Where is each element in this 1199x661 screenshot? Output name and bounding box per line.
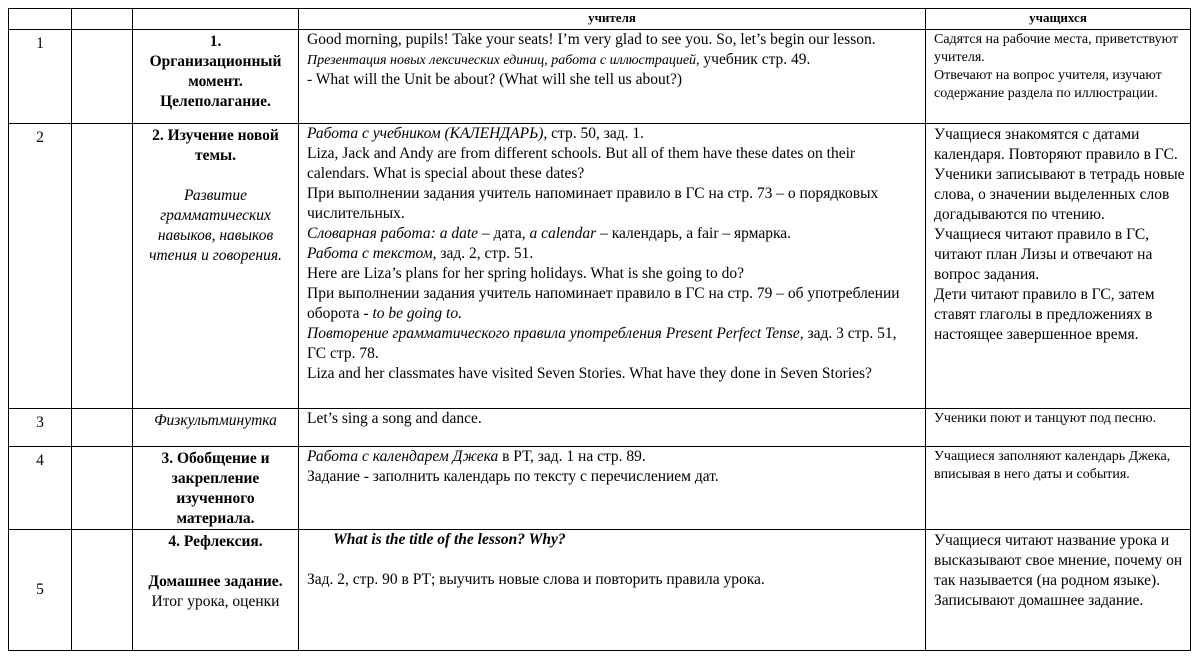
stage-cell: [133, 30, 299, 124]
teacher-text: Let’s sing a song and dance.: [307, 410, 482, 427]
students-text: Учащиеся читают правило в ГС, читают план Лизы и отвечают на вопрос задания.: [934, 226, 1153, 283]
students-text: Учащиеся читают название урока и высказывают свое мнение, почему он так называется (на родном языке).: [934, 532, 1183, 589]
teacher-text: - What will the Unit be about? (What will she tell us about?): [307, 71, 683, 88]
teacher-text-italic: to be going to.: [372, 305, 462, 322]
teacher-text: Liza, Jack and Andy are from different schools. But all of them have these dates on their calendars. What is special about these dates?: [307, 145, 856, 182]
teacher-text-italic: Повторение грамматического правила употребления Present Perfect Tense,: [307, 325, 804, 342]
teacher-text: стр. 50, зад. 1.: [547, 125, 644, 142]
row-number: 5: [9, 530, 72, 651]
table-row: [9, 30, 1191, 124]
teacher-text-italic: Работа с календарем Джека: [307, 448, 499, 465]
header-row: [9, 9, 1191, 30]
empty-cell: [72, 30, 133, 124]
students-text: Отвечают на вопрос учителя, изучают содержание раздела по иллюстрации.: [934, 68, 1162, 101]
stage-line: Организационный: [149, 53, 282, 70]
students-cell: [926, 447, 1191, 530]
header-teacher: учителя: [299, 9, 926, 30]
students-cell: [926, 530, 1191, 651]
teacher-text: Here are Liza’s plans for her spring holidays. What is she going to do?: [307, 265, 745, 282]
teacher-text: При выполнении задания учитель напоминает правило в ГС на стр. 79 – об употреблении оборота -: [307, 285, 900, 322]
stage-title: 4. Рефлексия.: [168, 533, 263, 550]
teacher-cell: [299, 447, 926, 530]
header-blank: [72, 9, 133, 30]
stage-cell: [133, 124, 299, 409]
students-text: Садятся на рабочие места, приветствуют учителя.: [934, 32, 1178, 65]
teacher-question: What is the title of the lesson? Why?: [333, 531, 566, 548]
row-number: 1: [9, 30, 72, 124]
teacher-text: в РТ, зад. 1 на стр. 89.: [498, 448, 646, 465]
teacher-text-italic: Словарная работа: a date: [307, 225, 478, 242]
stage-title: Физкультминутка: [154, 412, 277, 429]
table-row: [9, 409, 1191, 447]
stage-cell: [133, 409, 299, 447]
empty-cell: [72, 409, 133, 447]
teacher-text: При выполнении задания учитель напоминает правило в ГС на стр. 73 – о порядковых числительных.: [307, 185, 879, 222]
teacher-text-italic: a calendar: [529, 225, 597, 242]
table-row: [9, 530, 1191, 651]
stage-cell: [133, 447, 299, 530]
teacher-text: зад. 3 стр. 51, ГС стр. 78.: [307, 325, 897, 362]
teacher-cell: [299, 30, 926, 124]
teacher-cell: [299, 409, 926, 447]
students-text: Учащиеся заполняют календарь Джека, вписывая в него даты и события.: [934, 449, 1171, 482]
students-text: Учащиеся знакомятся с датами календаря. Повторяют правило в ГС.: [934, 126, 1178, 163]
stage-title: 3. Обобщение и закрепление изученного материала.: [161, 450, 270, 527]
students-text: Записывают домашнее задание.: [934, 592, 1144, 609]
students-text: Ученики поют и танцуют под песню.: [934, 411, 1157, 426]
stage-subtitle: Домашнее задание.: [148, 573, 283, 590]
stage-line: Целеполагание.: [160, 93, 271, 110]
row-number: 4: [9, 447, 72, 530]
stage-line: 1.: [209, 33, 222, 50]
teacher-text: Good morning, pupils! Take your seats! I’m very glad to see you. So, let’s begin our lesson.: [307, 31, 876, 48]
row-number: 2: [9, 124, 72, 409]
students-cell: [926, 409, 1191, 447]
table-row: [9, 124, 1191, 409]
teacher-text: – дата,: [478, 225, 530, 242]
stage-title: 2. Изучение новой темы.: [152, 127, 279, 164]
teacher-text-italic: Презентация новых лексических единиц, работа с иллюстрацией,: [307, 53, 700, 68]
teacher-cell: [299, 530, 926, 651]
students-cell: [926, 30, 1191, 124]
teacher-text: – календарь, a fair – ярмарка.: [596, 225, 792, 242]
stage-subtitle: Развитие грамматических навыков, навыков чтения и говорения.: [149, 187, 282, 264]
table-row: [9, 447, 1191, 530]
row-number: 3: [9, 409, 72, 447]
stage-line: момент.: [188, 73, 243, 90]
empty-cell: [72, 530, 133, 651]
empty-cell: [72, 447, 133, 530]
teacher-text-italic: Работа с текстом,: [307, 245, 437, 262]
lesson-plan-table: [8, 8, 1191, 651]
header-students: учащихся: [926, 9, 1191, 30]
teacher-text: Зад. 2, стр. 90 в РТ; выучить новые слова и повторить правила урока.: [307, 571, 765, 588]
teacher-text: Liza and her classmates have visited Seven Stories. What have they done in Seven Stories?: [307, 365, 872, 382]
students-text: Дети читают правило в ГС, затем ставят глаголы в предложениях в настоящее завершенное время.: [934, 286, 1155, 343]
empty-cell: [72, 124, 133, 409]
students-text: Ученики записывают в тетрадь новые слова, о значении выделенных слов догадываются по чтению.: [934, 166, 1185, 223]
teacher-text: учебник стр. 49.: [699, 51, 811, 68]
teacher-cell: [299, 124, 926, 409]
students-cell: [926, 124, 1191, 409]
stage-note: Итог урока, оценки: [151, 593, 280, 610]
teacher-text: зад. 2, стр. 51.: [436, 245, 534, 262]
stage-cell: [133, 530, 299, 651]
header-stage: [133, 9, 299, 30]
teacher-text-italic: Работа с учебником (КАЛЕНДАРЬ),: [307, 125, 548, 142]
teacher-text: Задание - заполнить календарь по тексту с перечислением дат.: [307, 468, 719, 485]
header-num: [9, 9, 72, 30]
